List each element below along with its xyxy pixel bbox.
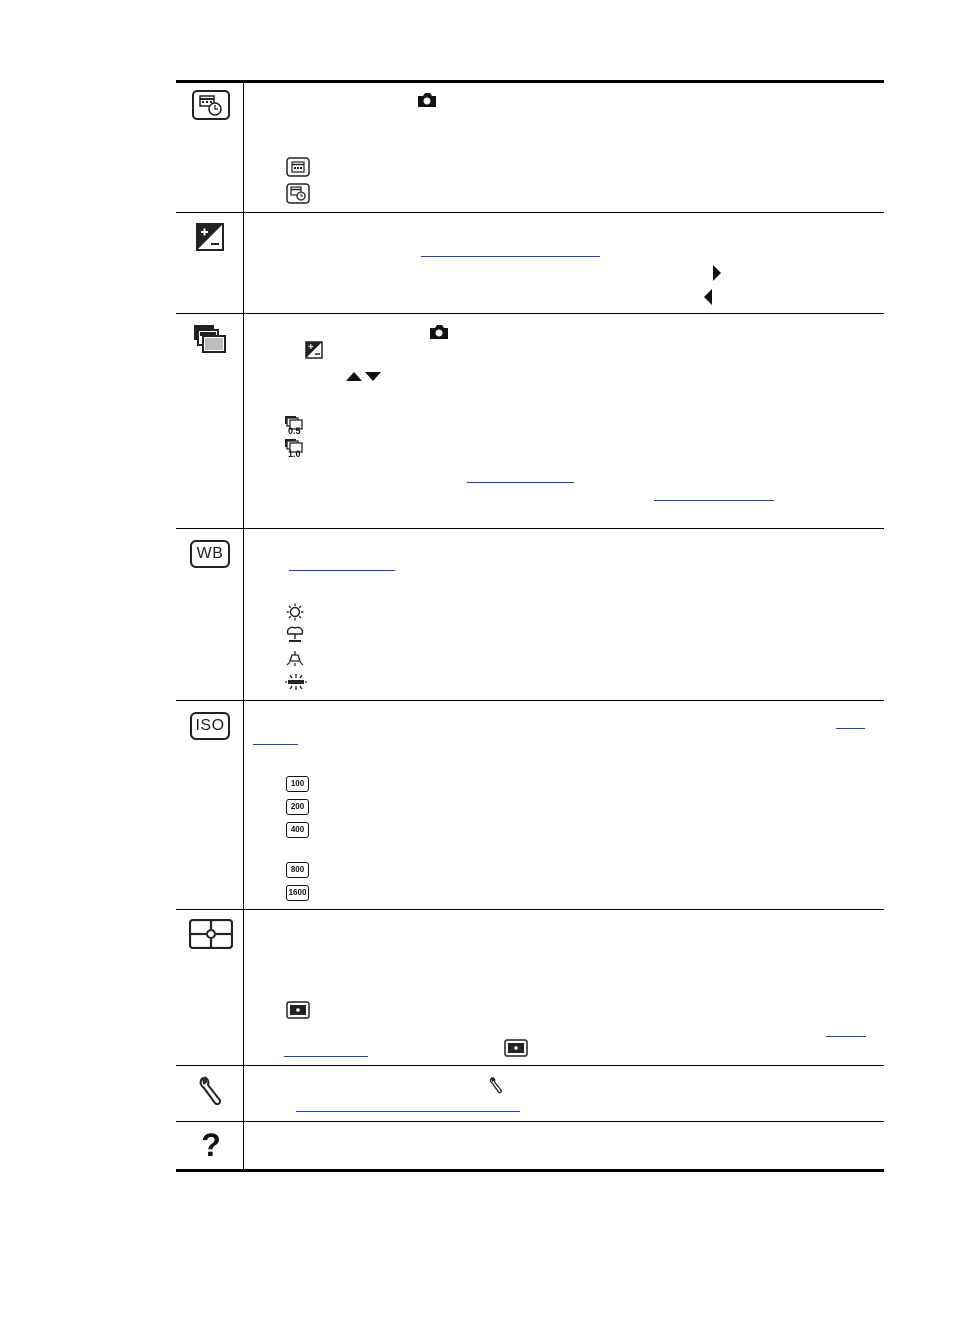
bracket-label: 0.5: [288, 426, 301, 435]
shade-icon: [285, 626, 305, 649]
column-divider: [243, 83, 244, 1169]
row-divider: [176, 909, 884, 910]
metering-icon: [189, 919, 233, 954]
iso-icon: ISO: [190, 712, 230, 740]
bracket-1-0-icon: [284, 438, 308, 463]
link[interactable]: [421, 256, 600, 257]
row-divider: [176, 212, 884, 213]
up-down-arrows-icon: [345, 369, 383, 387]
bracket-label: 1.0: [288, 449, 301, 458]
spot-metering-icon: [286, 1001, 310, 1024]
self-timer-icon: [192, 90, 230, 125]
row-divider: [176, 313, 884, 314]
right-arrow-icon: [712, 265, 722, 286]
white-balance-icon: WB: [190, 540, 230, 568]
link[interactable]: [289, 570, 395, 571]
iso-1600-badge: 1600: [286, 885, 309, 901]
link[interactable]: [826, 1036, 866, 1037]
link[interactable]: [284, 1056, 368, 1057]
wrench-icon: [198, 1076, 224, 1111]
wrench-icon: [489, 1077, 503, 1099]
timer-calendar-icon: [286, 183, 310, 209]
iso-800-badge: 800: [286, 862, 309, 878]
camera-icon: [428, 324, 450, 345]
bracket-0-5-icon: [284, 415, 308, 440]
spot-metering-icon: [504, 1039, 528, 1062]
table-bottom-rule: [176, 1169, 884, 1172]
camera-icon: [416, 92, 438, 113]
tungsten-icon: [285, 649, 305, 672]
link[interactable]: [296, 1111, 520, 1112]
help-icon: ?: [201, 1127, 221, 1163]
table-top-rule: [176, 80, 884, 83]
link[interactable]: [467, 482, 574, 483]
row-divider: [176, 1065, 884, 1066]
iso-200-badge: 200: [286, 799, 309, 815]
exposure-compensation-small-icon: [305, 341, 323, 364]
iso-400-badge: 400: [286, 822, 309, 838]
row-divider: [176, 528, 884, 529]
row-divider: [176, 700, 884, 701]
calendar-icon: [286, 157, 310, 182]
sun-icon: [286, 603, 304, 626]
fluorescent-icon: [285, 673, 307, 696]
link[interactable]: [836, 728, 865, 729]
link[interactable]: [654, 500, 774, 501]
link[interactable]: [253, 744, 298, 745]
row-divider: [176, 1121, 884, 1122]
left-arrow-icon: [703, 289, 713, 310]
exposure-bracketing-icon: [193, 324, 227, 359]
exposure-compensation-icon: [196, 223, 224, 256]
iso-100-badge: 100: [286, 776, 309, 792]
